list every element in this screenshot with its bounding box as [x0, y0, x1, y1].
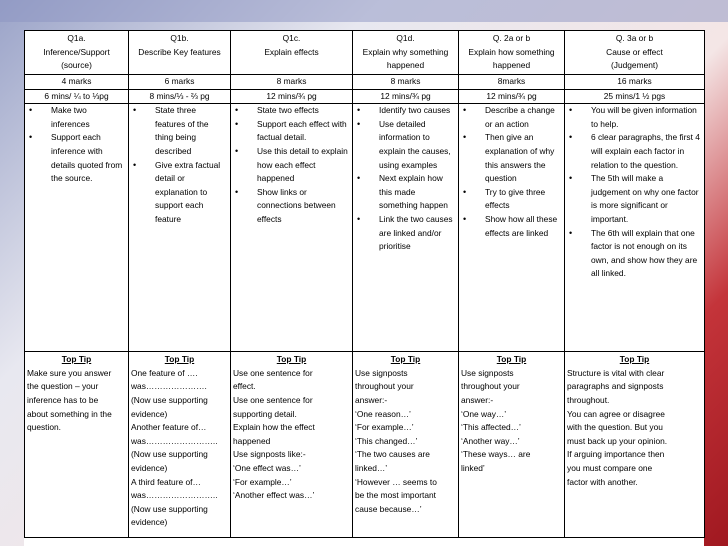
tip-line: ‘This affected…’	[461, 422, 521, 433]
tip-line: Q. 3a or b	[615, 33, 654, 43]
tip-line: ‘One way…’	[461, 408, 507, 419]
tip-line: Use signposts	[355, 367, 408, 378]
list-item: • You will be given information to help.	[567, 104, 702, 131]
list-item: • Make two inferences	[27, 104, 126, 131]
header-q1c	[231, 31, 353, 75]
time-cell: 12 mins/¾ pg	[231, 89, 353, 104]
tip-line: happened	[386, 60, 425, 71]
header-q1d	[353, 31, 459, 75]
tip-q1c	[231, 352, 353, 538]
tip-line: (Now use supporting	[131, 394, 208, 405]
tip-line: answer:-	[461, 394, 494, 405]
tip-line: factor with another.	[567, 476, 638, 487]
top-tip-row	[25, 352, 705, 538]
tip-line: ‘The two causes are	[355, 449, 430, 460]
tip-line: ‘These ways… are	[461, 449, 531, 460]
tip-title: Top Tip	[496, 354, 527, 365]
tip-title: Top Tip	[61, 354, 92, 365]
tip-line: throughout your	[355, 381, 414, 392]
tip-line: ‘One reason…’	[355, 408, 411, 419]
tip-line: Explain how something	[468, 46, 555, 57]
time-cell: 6 mins/ ¼ to ⅓pg	[25, 89, 129, 104]
tip-line: Explain effects	[264, 46, 319, 57]
tip-line: be the most important	[355, 490, 436, 501]
list-item: • Support each inference with details quoted from the source.	[27, 131, 126, 185]
list-item: • The 6th will explain that one factor is not enough on its own, and show how they are all linked.	[567, 227, 702, 281]
tip-line: Use one sentence for	[233, 394, 313, 405]
list-item: • Next explain how this made something happen	[355, 172, 456, 213]
tip-line: A third feature of…	[131, 476, 201, 487]
tip-line: (Now use supporting	[131, 449, 208, 460]
list-item: • Identify two causes	[355, 104, 456, 118]
tip-line: throughout your	[461, 381, 520, 392]
list-item: • Use detailed information to explain the causes, using examples	[355, 118, 456, 172]
tip-line: Explain how the effect	[233, 422, 315, 433]
tip-q2	[459, 352, 565, 538]
marks-cell: 8 marks	[231, 75, 353, 90]
tip-line: must back up your opinion.	[567, 435, 668, 446]
list-item: • Show how all these effects are linked	[461, 213, 562, 240]
tip-line: (Now use supporting	[131, 503, 208, 514]
tip-title: Top Tip	[276, 354, 307, 365]
tip-line: You can agree or disagree	[567, 408, 665, 419]
tip-line: was………………….	[131, 381, 207, 392]
tip-q1d	[353, 352, 459, 538]
tip-line: (Judgement)	[610, 60, 658, 71]
instructions-q1b	[129, 104, 231, 352]
instructions-q1d	[353, 104, 459, 352]
revision-table-frame	[24, 30, 704, 546]
tip-line: ‘However … seems to	[355, 476, 437, 487]
tip-line: Cause or effect	[606, 46, 663, 57]
tip-line: with the question. But you	[567, 422, 663, 433]
list-item: • Link the two causes are linked and/or prioritise	[355, 213, 456, 254]
tip-line: Q1a.	[67, 33, 86, 43]
instructions-q2	[459, 104, 565, 352]
header-q1a	[25, 31, 129, 75]
list-item: • 6 clear paragraphs, the first 4 will explain each factor in relation to the question.	[567, 131, 702, 172]
tip-line: Q1b.	[170, 33, 189, 43]
tip-line: you must compare one	[567, 462, 653, 473]
instructions-q3	[565, 104, 705, 352]
marks-cell: 16 marks	[565, 75, 705, 90]
tip-line: If arguing importance then	[567, 449, 665, 460]
list-item: • Describe a change or an action	[461, 104, 562, 131]
list-item: • Support each effect with factual detail.	[233, 118, 350, 145]
tip-line: ‘Another way…’	[461, 435, 520, 446]
list-item: • State two effects	[233, 104, 350, 118]
tip-line: ‘For example…’	[233, 476, 292, 487]
tip-line: evidence)	[131, 408, 168, 419]
tip-line: linked’	[461, 462, 485, 473]
tip-line: was……………………..	[131, 490, 218, 501]
tip-line: Q1d.	[396, 33, 415, 43]
tip-line: paragraphs and signposts	[567, 381, 664, 392]
time-cell: 12 mins/¾ pg	[353, 89, 459, 104]
marks-row	[25, 75, 705, 90]
time-cell: 12 mins/¾ pg	[459, 89, 565, 104]
tip-line: question.	[27, 422, 61, 433]
header-q1b	[129, 31, 231, 75]
tip-line: Describe Key features	[138, 46, 221, 57]
tip-title: Top Tip	[619, 354, 650, 365]
tip-line: about something in the	[27, 408, 112, 419]
list-item: • Give extra factual detail or explanation to support each feature	[131, 159, 228, 227]
revision-table	[24, 30, 705, 538]
header-q2	[459, 31, 565, 75]
marks-cell: 6 marks	[129, 75, 231, 90]
tip-line: throughout.	[567, 394, 610, 405]
tip-line: Structure is vital with clear	[567, 367, 665, 378]
tip-line: Q. 2a or b	[492, 33, 531, 43]
tip-line: Use signposts like:-	[233, 449, 306, 460]
instructions-row	[25, 104, 705, 352]
list-item: • The 5th will make a judgement on why one factor is more significant or important.	[567, 172, 702, 226]
tip-line: the question – your	[27, 381, 99, 392]
tip-title: Top Tip	[390, 354, 421, 365]
instructions-q1a	[25, 104, 129, 352]
tip-line: ‘For example…’	[355, 422, 414, 433]
tip-q1b	[129, 352, 231, 538]
list-item: • Use this detail to explain how each effect happened	[233, 145, 350, 186]
tip-line: ‘Another effect was…’	[233, 490, 315, 501]
marks-cell: 8marks	[459, 75, 565, 90]
tip-line: linked…’	[355, 462, 388, 473]
tip-line: supporting detail.	[233, 408, 297, 419]
tip-line: was……………………..	[131, 435, 218, 446]
time-cell: 8 mins/⅓ - ⅔ pg	[129, 89, 231, 104]
tip-line: evidence)	[131, 462, 168, 473]
list-item: • Show links or connections between effects	[233, 186, 350, 227]
question-header-row	[25, 31, 705, 75]
tip-line: Another feature of…	[131, 422, 207, 433]
tip-title: Top Tip	[164, 354, 195, 365]
marks-cell: 8 marks	[353, 75, 459, 90]
list-item: • State three features of the thing being described	[131, 104, 228, 158]
background-stripe	[0, 0, 728, 22]
tip-line: effect.	[233, 381, 256, 392]
tip-line: answer:-	[355, 394, 388, 405]
tip-line: ‘This changed…’	[355, 435, 418, 446]
tip-line: (source)	[61, 60, 92, 71]
tip-line: cause because…’	[355, 503, 422, 514]
tip-line: Inference/Support	[43, 46, 110, 57]
tip-line: inference has to be	[27, 394, 99, 405]
time-row	[25, 89, 705, 104]
tip-q3	[565, 352, 705, 538]
tip-line: Use signposts	[461, 367, 514, 378]
tip-line: happened	[233, 435, 271, 446]
time-cell: 25 mins/1 ½ pgs	[565, 89, 705, 104]
list-item: • Try to give three effects	[461, 186, 562, 213]
tip-line: Q1c.	[282, 33, 301, 43]
tip-line: ‘One effect was…’	[233, 462, 301, 473]
list-item: • Then give an explanation of why this answers the question	[461, 131, 562, 185]
tip-q1a	[25, 352, 129, 538]
tip-line: evidence)	[131, 517, 168, 528]
tip-line: One feature of ….	[131, 367, 198, 378]
tip-line: Explain why something	[362, 46, 449, 57]
tip-line: Make sure you answer	[27, 367, 112, 378]
tip-line: Use one sentence for	[233, 367, 313, 378]
marks-cell: 4 marks	[25, 75, 129, 90]
instructions-q1c	[231, 104, 353, 352]
tip-line: happened	[492, 60, 531, 71]
header-q3	[565, 31, 705, 75]
